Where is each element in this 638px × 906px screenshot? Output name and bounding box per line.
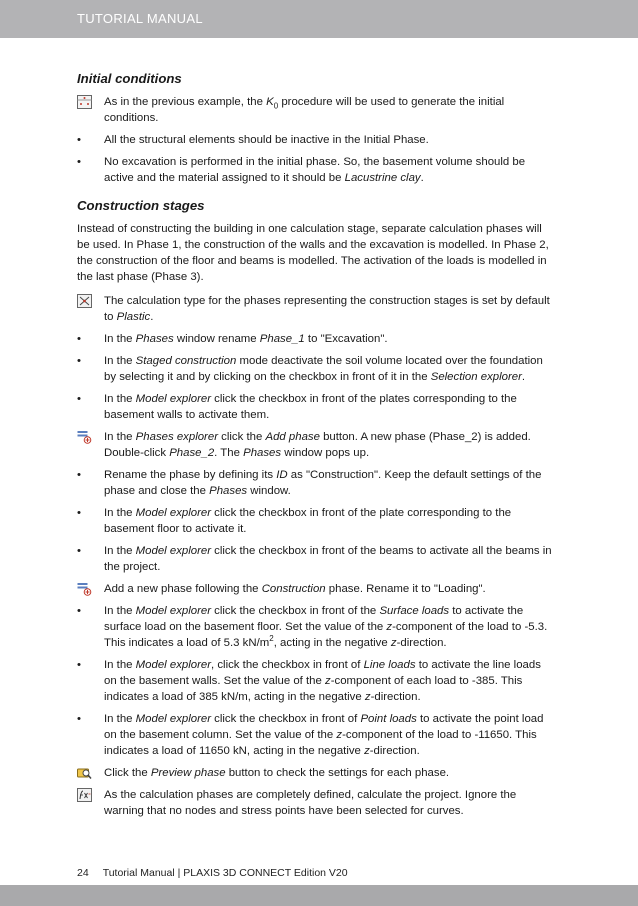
bullet: • <box>77 545 81 557</box>
calculate-icon <box>77 788 92 802</box>
page-number: 24 <box>77 867 89 879</box>
header-title: TUTORIAL MANUAL <box>77 11 203 26</box>
plastic-calculation-icon <box>77 294 92 308</box>
footer-text: Tutorial Manual | PLAXIS 3D CONNECT Edition V20 <box>102 867 348 879</box>
bullet: • <box>77 134 81 146</box>
list-item: • In the Model explorer click the checkbox in front of the beams to activate all the beams in the project. <box>77 545 552 573</box>
add-phase-icon <box>77 430 92 444</box>
bullet: • <box>77 659 81 671</box>
list-item: • Rename the phase by defining its ID as "Construction". Keep the default settings of the phase and close the Phases window. <box>77 469 542 497</box>
list-item: In the Phases explorer click the Add phase button. A new phase (Phase_2) is added. Double-click Phase_2. The Phases window pops up. <box>77 429 553 461</box>
bullet: • <box>77 355 81 367</box>
list-item: • In the Staged construction mode deactivate the soil volume located over the foundation by selecting it and by clicking on the checkbox in front of it in the Selection explorer. <box>77 355 543 383</box>
preview-phase-icon <box>77 766 92 780</box>
list-item: As the calculation phases are completely defined, calculate the project. Ignore the warning that no nodes and stress points have been selected for curves. <box>77 787 553 819</box>
bullet: • <box>77 393 81 405</box>
list-item: • In the Model explorer click the checkbox in front of the plate corresponding to the basement floor to activate it. <box>77 507 512 535</box>
bullet: • <box>77 605 81 617</box>
footer-bar <box>0 885 638 906</box>
add-phase-icon <box>77 582 92 596</box>
list-item: • In the Model explorer, click the checkbox in front of Line loads to activate the line loads on the basement walls. Set the value of the z-component of each load to -385. This indicates a load of 385 kN/m, acting in the negative z-direction. <box>77 659 541 703</box>
bullet: • <box>77 713 81 725</box>
k0-procedure-icon <box>77 95 92 109</box>
bullet: • <box>77 156 81 168</box>
list-item: • In the Model explorer click the checkbox in front of the plates corresponding to the basement walls to activate them. <box>77 393 517 421</box>
paragraph-intro: Instead of constructing the building in one calculation stage, separate calculation phases will be used. In Phase 1, the construction of the walls and the excavation is modelled. In Phase 2, the construction of the floor and beams is modelled. The activation of the loads is modelled in the last phase (Phase 3). <box>77 223 549 283</box>
list-item: Add a new phase following the Construction phase. Rename it to "Loading". <box>77 581 553 597</box>
list-item: • In the Phases window rename Phase_1 to "Excavation". <box>77 333 388 345</box>
bullet: • <box>77 333 81 345</box>
list-item: Click the Preview phase button to check the settings for each phase. <box>77 765 553 781</box>
header-bar <box>0 0 638 38</box>
bullet: • <box>77 469 81 481</box>
list-item: • In the Model explorer click the checkbox in front of Point loads to activate the point load on the basement column. Set the value of the z-component of the load to -11650. This indicates a load of 11650 kN, acting in the negative z-direction. <box>77 713 544 757</box>
heading-construction-stages: Construction stages <box>77 198 205 213</box>
list-item: The calculation type for the phases representing the construction stages is set by default to Plastic. <box>77 293 553 325</box>
page-footer <box>77 867 348 879</box>
list-item: • All the structural elements should be inactive in the Initial Phase. <box>77 134 429 146</box>
heading-initial-conditions: Initial conditions <box>77 71 182 86</box>
bullet: • <box>77 507 81 519</box>
page-content <box>77 70 553 825</box>
list-item: • In the Model explorer click the checkbox in front of the Surface loads to activate the surface load on the basement floor. Set the value of the z-component of the load to -5.3. This indicates a load of 5.3 $kN/m^2$, acting in the negative z-direction. <box>77 605 548 649</box>
list-item: • No excavation is performed in the initial phase. So, the basement volume should be active and the material assigned to it should be Lacustrine clay. <box>77 156 526 184</box>
list-item: As in the previous example, the $K_0$ procedure will be used to generate the initial conditions. <box>77 94 553 126</box>
